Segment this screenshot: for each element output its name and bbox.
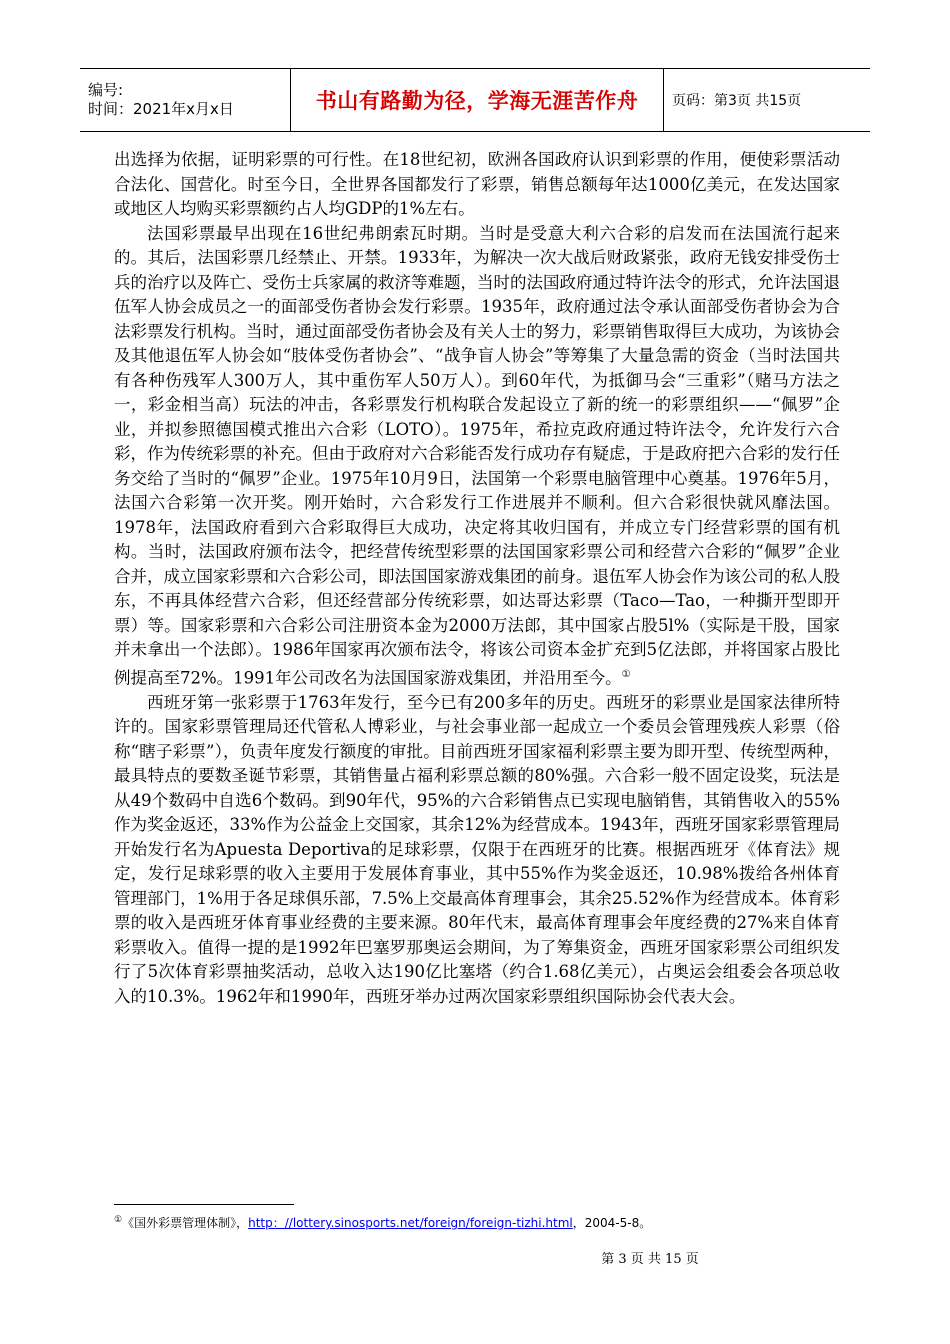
page-footer: 第 3 页 共 15 页 [601,1252,699,1267]
document-time-label: 时间：2021年x月x日 [88,100,234,118]
footnote [114,1212,854,1231]
header-meta [80,69,291,132]
document-body [114,148,840,1009]
paragraph-2-text: 法国彩票最早出现在16世纪弗朗索瓦时期。当时是受意大利六合彩的启发而在法国流行起来的。其后，法国彩票几经禁止、开禁。1933年，为解决一次大战后财政紧张，政府无钱安排受伤士兵的治疗以及阵亡、受伤士兵家属的救济等难题，当时的法国政府通过特许法令的形式，允许法国退伍军人协会成员之一的面部受伤者协会发行彩票。1935年，政府通过法令承认面部受伤者协会为合法彩票发行机构。当时，通过面部受伤者协会及有关人士的努力，彩票销售取得巨大成功，为该协会及其他退伍军人协会如“肢体受伤者协会”、“战争盲人协会”等筹集了大量急需的资金（当时法国共有各种伤残军人300万人，其中重伤军人50万人）。到60年代，为抵御马会“三重彩”（赌马方法之一，彩金相当高）玩法的冲击，各彩票发行机构联合发起设立了新的统一的彩票组织——“佩罗”企业，并拟参照德国模式推出六合彩（LOTO）。1975年，希拉克政府通过特许法令，允许发行六合彩，作为传统彩票的补充。但由于政府对六合彩能否发行成功存有疑虑，于是政府把六合彩的发行任务交给了当时的“佩罗”企业。1975年10月9日，法国第一个彩票电脑管理中心奠基。1976年5月，法国六合彩第一次开奖。刚开始时，六合彩发行工作进展并不顺利。但六合彩很快就风靡法国。1978年，法国政府看到六合彩取得巨大成功，决定将其收归国有，并成立专门经营彩票的国有机构。当时，法国政府颁布法令，把经营传统型彩票的法国国家彩票公司和经营六合彩的“佩罗”企业合并，成立国家彩票和六合彩公司，即法国国家游戏集团的前身。退伍军人协会作为该公司的私人股东，不再具体经营六合彩，但还经营部分传统彩票，如达哥达彩票（Taco—Tao，一种撕开型即开票）等。国家彩票和六合彩公司注册资本金为2000万法郎，其中国家占股5l%（实际是干股，国家并未拿出一个法郎）。1986年国家再次颁布法令，将该公司资本金扩充到5亿法郎，并将国家占股比例提高至72%。1991年公司改名为法国国家游戏集团，并沿用至今。 [114,223,840,687]
paragraph-france-lottery [114,222,840,691]
header-page-info: 页码：第3页 共15页 [664,69,871,132]
footnote-marker: ① [114,1215,123,1225]
footnote-source: 《国外彩票管理体制》， [122,1216,249,1230]
paragraph-spain-lottery: 西班牙第一张彩票于1763年发行，至今已有200多年的历史。西班牙的彩票业是国家法律所特许的。国家彩票管理局还代管私人博彩业，与社会事业部一起成立一个委员会管理残疾人彩票（俗称“瞎子彩票”），负责年度发行额度的审批。目前西班牙国家福利彩票主要为即开型、传统型两种，最具特点的要数圣诞节彩票，其销售量占福利彩票总额的80%强。六合彩一般不固定设奖，玩法是从49个数码中自选6个数码。到90年代，95%的六合彩销售点已实现电脑销售，其销售收入的55%作为奖金返还，33%作为公益金上交国家，其余12%为经营成本。1943年，西班牙国家彩票管理局开始发行名为Apuesta Deportiva的足球彩票，仅限于在西班牙的比赛。根据西班牙《体育法》规定，发行足球彩票的收入主要用于发展体育事业，其中55%作为奖金返还，10.98%拨给各州体育管理部门，1%用于各足球俱乐部，7.5%上交最高体育理事会，其余25.52%作为经营成本。体育彩票的收入是西班牙体育事业经费的主要来源。80年代末，最高体育理事会年度经费的27%来自体育彩票收入。值得一提的是1992年巴塞罗那奥运会期间，为了筹集资金，西班牙国家彩票公司组织发行了5次体育彩票抽奖活动，总收入达190亿比塞塔（约合1.68亿美元），占奥运会组委会各项总收入的10.3%。1962年和1990年，西班牙举办过两次国家彩票组织国际协会代表大会。 [114,692,840,1006]
footnote-separator [114,1204,294,1205]
header-slogan: 书山有路勤为径，学海无涯苦作舟 [291,69,664,132]
paragraph-1: 出选择为依据，证明彩票的可行性。在18世纪初，欧洲各国政府认识到彩票的作用，便使彩票活动合法化、国营化。时至今日，全世界各国都发行了彩票，销售总额每年达1000亿美元，在发达国家或地区人均购买彩票额约占人均GDP的1%左右。 [114,150,840,218]
footnote-reference[interactable]: ① [621,668,631,680]
footnote-link[interactable]: http：//lottery.sinosports.net/foreign/foreign-tizhi.html [248,1216,573,1230]
document-number-label: 编号: [88,81,124,99]
page-header [80,68,870,132]
footnote-date: ，2004-5-8。 [572,1216,652,1230]
